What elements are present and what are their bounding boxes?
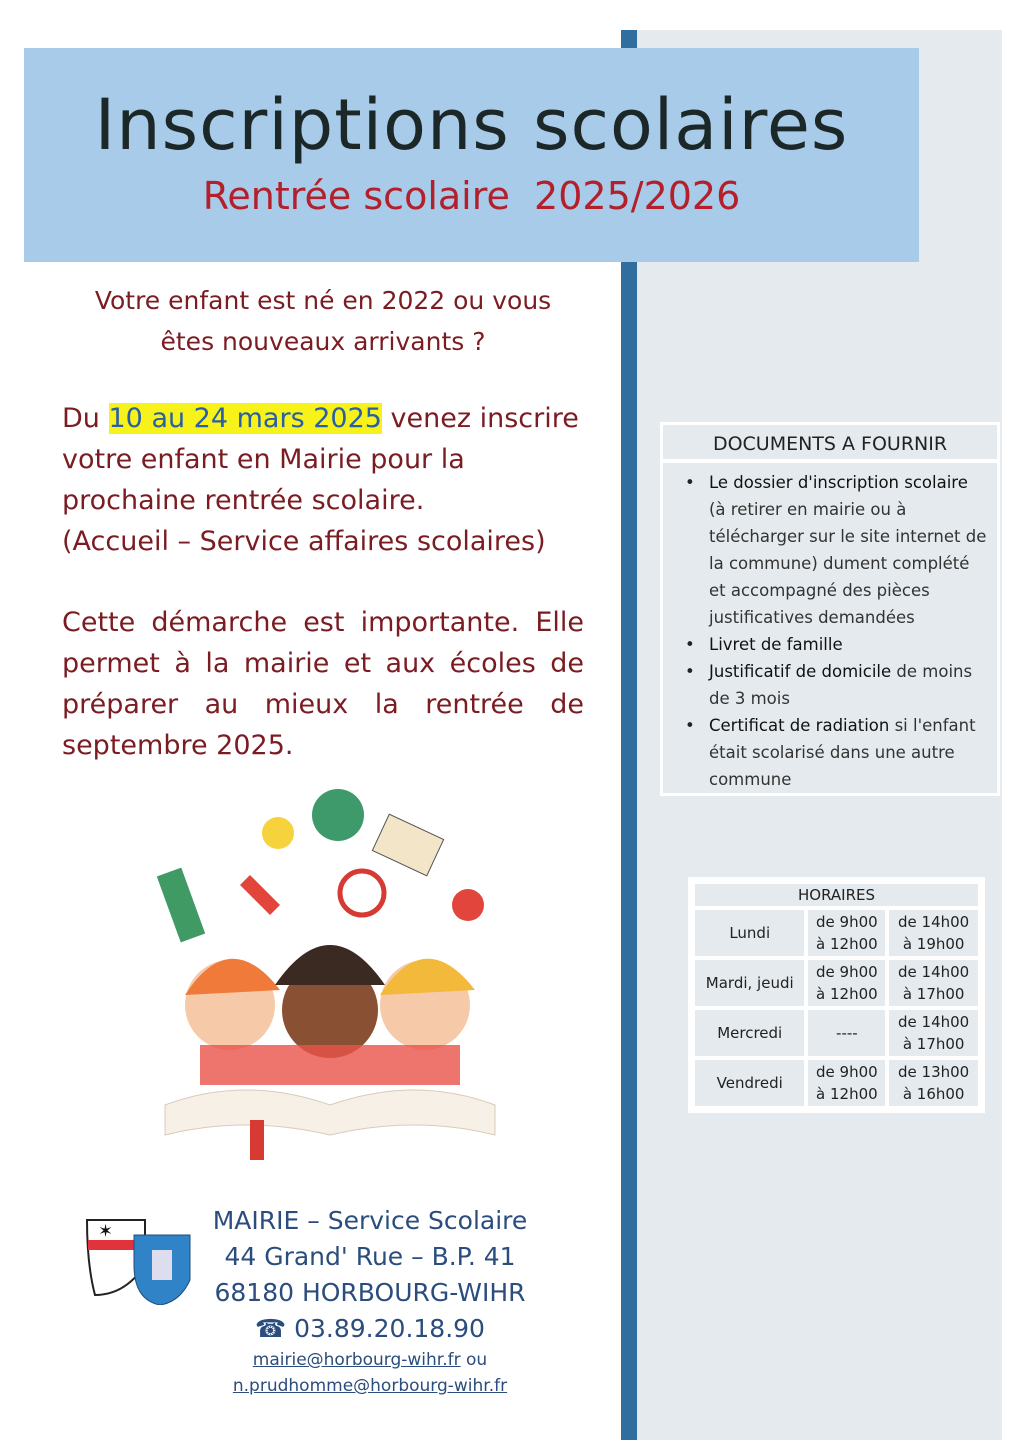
document-item [685,631,987,658]
children-reading-illustration [150,785,510,1165]
document-name: Livret de famille [709,635,843,654]
accueil-text: (Accueil – Service affaires scolaires) [62,526,546,557]
hours-row [695,910,978,956]
or-text: ou [460,1350,488,1370]
green-book-icon [157,868,205,943]
svg-text:✶: ✶ [98,1221,114,1242]
hours-from: de 9h00 [816,1063,878,1081]
hours-morning [808,960,885,1006]
header-banner [24,48,919,262]
globe-icon [312,789,364,841]
document-item [685,658,987,712]
hours-to: à 17h00 [902,985,965,1003]
hours-from: ---- [836,1024,858,1042]
importance-paragraph: Cette démarche est importante. Elle permet à la mairie et aux écoles de préparer au mieux la rentrée de septembre 2025. [62,607,584,761]
number-one-icon [452,889,484,921]
hours-afternoon [889,1010,978,1056]
hours-afternoon [889,910,978,956]
phone-number[interactable]: 03.89.20.18.90 [294,1314,485,1343]
hours-day: Mardi, jeudi [695,960,804,1006]
hours-day: Vendredi [695,1060,804,1106]
hours-to: à 19h00 [902,935,965,953]
lightbulb-icon [262,817,294,849]
contact-emails [200,1347,540,1373]
email-link-prudhomme[interactable]: n.prudhomme@horbourg-wihr.fr [232,1376,508,1396]
hours-title: HORAIRES [695,884,978,906]
contact-service: MAIRIE – Service Scolaire [212,1206,528,1235]
hours-row [695,1010,978,1056]
documents-title: DOCUMENTS A FOURNIR [663,425,997,463]
hours-row [695,1060,978,1106]
intro-line: êtes nouveaux arrivants ? [160,327,486,356]
clock-icon [340,871,384,915]
documents-box [660,422,1000,796]
document-detail: de moins de 3 mois [709,662,973,708]
hours-from: de 14h00 [898,913,970,931]
contact-block [200,1203,540,1399]
dates-text: venez inscrire votre enfant en Mairie pour la prochaine rentrée scolaire. [62,403,579,516]
hours-table [688,877,985,1113]
hours-day: Lundi [695,910,804,956]
hours-afternoon [889,1060,978,1106]
hours-morning [808,1060,885,1106]
hours-morning [808,910,885,956]
hours-row [695,960,978,1006]
hours-to: à 12h00 [816,1085,878,1103]
intro-line: Votre enfant est né en 2022 ou vous [94,286,552,315]
hours-day: Mercredi [695,1010,804,1056]
contact-phone [200,1311,540,1347]
email-link-mairie[interactable]: mairie@horbourg-wihr.fr [252,1350,461,1370]
document-detail: (à retirer en mairie ou à télécharger sur le site internet de la commune) dument complété et accompagné des pièces justificatives demandées [709,500,987,627]
document-name: Le dossier d'inscription scolaire [709,473,968,492]
hours-from: de 13h00 [898,1063,970,1081]
dates-paragraph [62,398,584,562]
document-name: Justificatif de domicile [709,662,892,681]
dates-highlight: 10 au 24 mars 2025 [108,403,382,434]
open-book [165,1090,495,1135]
hours-morning [808,1010,885,1056]
document-detail: si l'enfant était scolarisé dans une autre commune [709,716,976,789]
hours-to: à 16h00 [902,1085,965,1103]
page-subtitle: Rentrée scolaire 2025/2026 [202,174,741,218]
rocket-icon [240,875,280,915]
dates-prefix: Du [62,403,109,434]
phone-icon: ☎ [255,1314,287,1343]
hours-to: à 12h00 [816,985,878,1003]
hours-to: à 17h00 [902,1035,965,1053]
book-icon [372,814,443,876]
intro-question [62,280,584,362]
hours-to: à 12h00 [816,935,878,953]
hours-from: de 9h00 [816,963,878,981]
page-title: Inscriptions scolaires [94,84,849,166]
document-item [685,712,987,793]
hours-from: de 14h00 [898,1013,970,1031]
document-name: Certificat de radiation [709,716,890,735]
hours-from: de 9h00 [816,913,878,931]
town-coat-of-arms [84,1215,194,1305]
document-item [685,469,987,631]
contact-address: 44 Grand' Rue – B.P. 41 [224,1242,516,1271]
hours-afternoon [889,960,978,1006]
contact-city: 68180 HORBOURG-WIHR [214,1278,526,1307]
hours-from: de 14h00 [898,963,970,981]
